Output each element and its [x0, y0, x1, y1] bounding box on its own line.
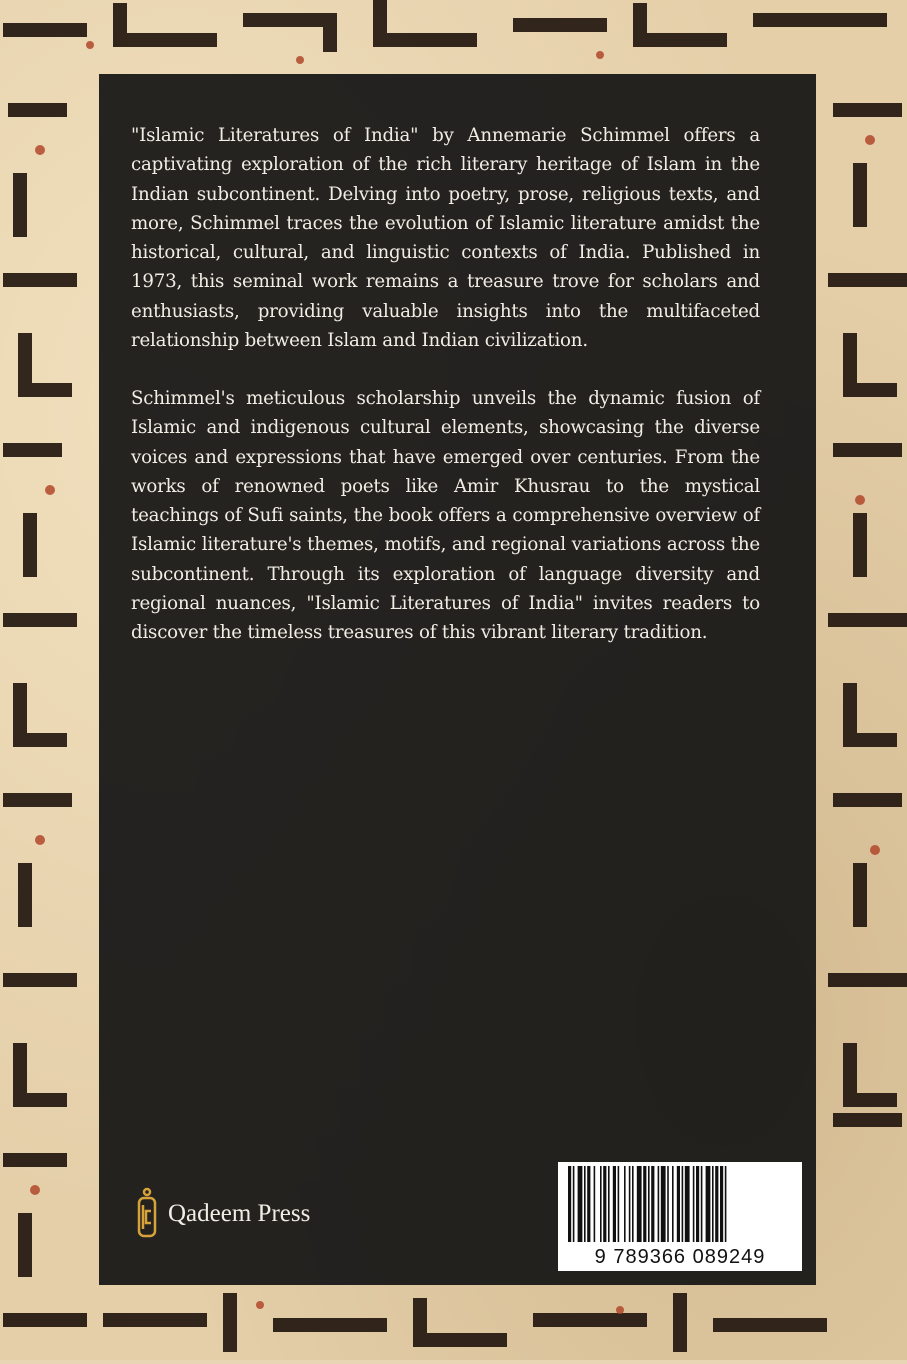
barcode-bar [667, 1166, 669, 1242]
barcode-bar [693, 1166, 695, 1242]
barcode-bar [651, 1166, 654, 1242]
barcode-bar [706, 1166, 711, 1242]
barcode-bar [715, 1166, 718, 1242]
barcode-bar [578, 1166, 583, 1242]
publisher-mark [136, 1184, 310, 1244]
barcode-bar [712, 1166, 714, 1242]
isbn-number: 9 789366 089249 [594, 1246, 766, 1268]
barcode-bar [720, 1166, 723, 1242]
barcode-bar [568, 1166, 571, 1242]
isbn-barcode [558, 1162, 802, 1271]
barcode-bar [685, 1166, 690, 1242]
barcode-bar [648, 1166, 650, 1242]
barcode-bar [637, 1166, 642, 1242]
barcode-bar [573, 1166, 575, 1242]
barcode-bar [613, 1166, 616, 1242]
barcode-bar [587, 1166, 590, 1242]
barcode-bar [672, 1166, 674, 1242]
barcode-bar [629, 1166, 631, 1242]
barcode-bars [558, 1162, 802, 1248]
barcode-bar [624, 1166, 626, 1242]
barcode-bar [682, 1166, 684, 1242]
barcode-bar [677, 1166, 680, 1242]
barcode-bar [632, 1166, 634, 1242]
barcode-bar [618, 1166, 620, 1242]
barcode-bar [643, 1166, 646, 1242]
blurb-paragraph-2: Schimmel's meticulous scholarship unveils the dynamic fusion of Islamic and indigenous cultural elements, showcasing the diverse voices and expressions that have emerged over centuries. From the works of renowned poets like Amir Khusrau to the mystical teachings of Sufi saints, the book offers a comprehensive overview of Islamic literature's themes, motifs, and regional variations across the subcontinent. Through its exploration of language diversity and regional nuances, "Islamic Literatures of India" invites readers to discover the timeless treasures of this vibrant literary tradition. [131, 388, 760, 644]
barcode-bar [725, 1166, 727, 1242]
barcode-bar [701, 1166, 703, 1242]
barcode-bar [603, 1166, 606, 1242]
barcode-bar [696, 1166, 699, 1242]
barcode-bar [584, 1166, 586, 1242]
barcode-bar [608, 1166, 610, 1242]
barcode-bar [600, 1166, 602, 1242]
qadeem-press-logo-icon [136, 1187, 158, 1241]
barcode-bar [658, 1166, 660, 1242]
blurb-paragraph-1: "Islamic Literatures of India" by Annemarie Schimmel offers a captivating exploration of the rich literary heritage of Islam in the Indian subcontinent. Delving into poetry, prose, religious texts, and more, Schimmel traces the evolution of Islamic literature amidst the historical, cultural, and linguistic contexts of India. Published in 1973, this seminal work remains a treasure trove for scholars and enthusiasts, providing valuable insights into the multifaceted relationship between Islam and Indian civilization. [131, 125, 760, 352]
barcode-bar [661, 1166, 666, 1242]
publisher-name: Qadeem Press [168, 1200, 311, 1227]
barcode-bar [594, 1166, 596, 1242]
